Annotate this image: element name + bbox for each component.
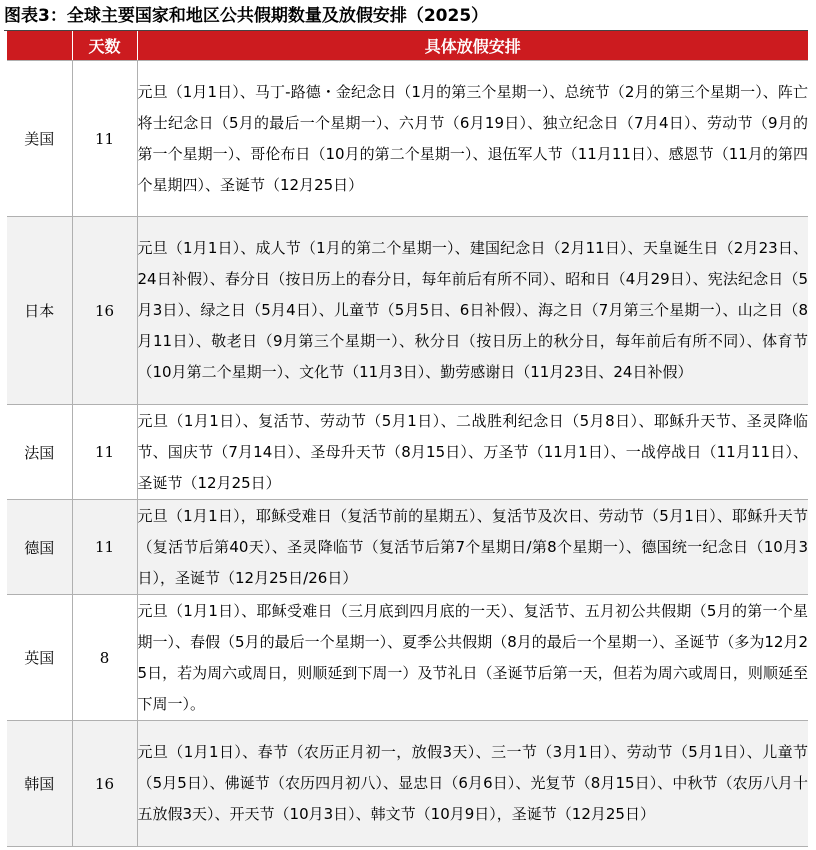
detail-cell: 元旦（1月1日），耶稣受难日（复活节前的星期五）、复活节及次日、劳动节（5月1日）、耶稣升天节（复活节后第40天）、圣灵降临节（复活节后第7个星期日/第8个星期一）、德国统一纪念日（10月3日），圣诞节（12月25日/26日） [137,500,808,595]
detail-cell: 元旦（1月1日）、马丁-路德・金纪念日（1月的第三个星期一）、总统节（2月的第三个星期一）、阵亡将士纪念日（5月的最后一个星期一）、六月节（6月19日）、独立纪念日（7月4日）、劳动节（9月的第一个星期一）、哥伦布日（10月的第二个星期一）、退伍军人节（11月11日）、感恩节（11月的第四个星期四）、圣诞节（12月25日） [137,61,808,217]
detail-cell: 元旦（1月1日）、复活节、劳动节（5月1日）、二战胜利纪念日（5月8日）、耶稣升天节、圣灵降临节、国庆节（7月14日）、圣母升天节（8月15日）、万圣节（11月1日）、一战停战日（11月11日）、圣诞节（12月25日） [137,405,808,500]
table-row [7,500,808,595]
days-cell: 8 [72,595,137,721]
header-detail: 具体放假安排 [137,31,808,61]
table-row [7,61,808,217]
days-cell: 11 [72,500,137,595]
country-cell: 美国 [7,61,72,217]
holiday-table [7,31,808,847]
country-cell: 韩国 [7,721,72,847]
table-row [7,405,808,500]
detail-cell: 元旦（1月1日）、耶稣受难日（三月底到四月底的一天）、复活节、五月初公共假期（5月的第一个星期一）、春假（5月的最后一个星期一）、夏季公共假期（8月的最后一个星期一）、圣诞节（多为12月25日，若为周六或周日，则顺延到下周一）及节礼日（圣诞节后第一天，但若为周六或周日，则顺延至下周一）。 [137,595,808,721]
days-cell: 16 [72,721,137,847]
header-days: 天数 [72,31,137,61]
table-caption: 图表3：全球主要国家和地区公共假期数量及放假安排（2025） [4,6,489,26]
table-row [7,721,808,847]
detail-cell: 元旦（1月1日）、春节（农历正月初一，放假3天）、三一节（3月1日）、劳动节（5月1日）、儿童节（5月5日）、佛诞节（农历四月初八）、显忠日（6月6日）、光复节（8月15日）、中秋节（农历八月十五放假3天）、开天节（10月3日）、韩文节（10月9日），圣诞节（12月25日） [137,721,808,847]
country-cell: 日本 [7,217,72,405]
days-cell: 11 [72,405,137,500]
country-cell: 德国 [7,500,72,595]
country-cell: 法国 [7,405,72,500]
country-cell: 英国 [7,595,72,721]
header-country [7,31,72,61]
table-header-row [7,31,808,61]
table-row [7,217,808,405]
detail-cell: 元旦（1月1日）、成人节（1月的第二个星期一）、建国纪念日（2月11日）、天皇诞生日（2月23日、24日补假）、春分日（按日历上的春分日，每年前后有所不同）、昭和日（4月29日）、宪法纪念日（5月3日）、绿之日（5月4日）、儿童节（5月5日、6日补假）、海之日（7月第三个星期一）、山之日（8月11日）、敬老日（9月第三个星期一）、秋分日（按日历上的秋分日，每年前后有所不同）、体育节（10月第二个星期一）、文化节（11月3日）、勤劳感谢日（11月23日、24日补假） [137,217,808,405]
days-cell: 16 [72,217,137,405]
table-row [7,595,808,721]
days-cell: 11 [72,61,137,217]
